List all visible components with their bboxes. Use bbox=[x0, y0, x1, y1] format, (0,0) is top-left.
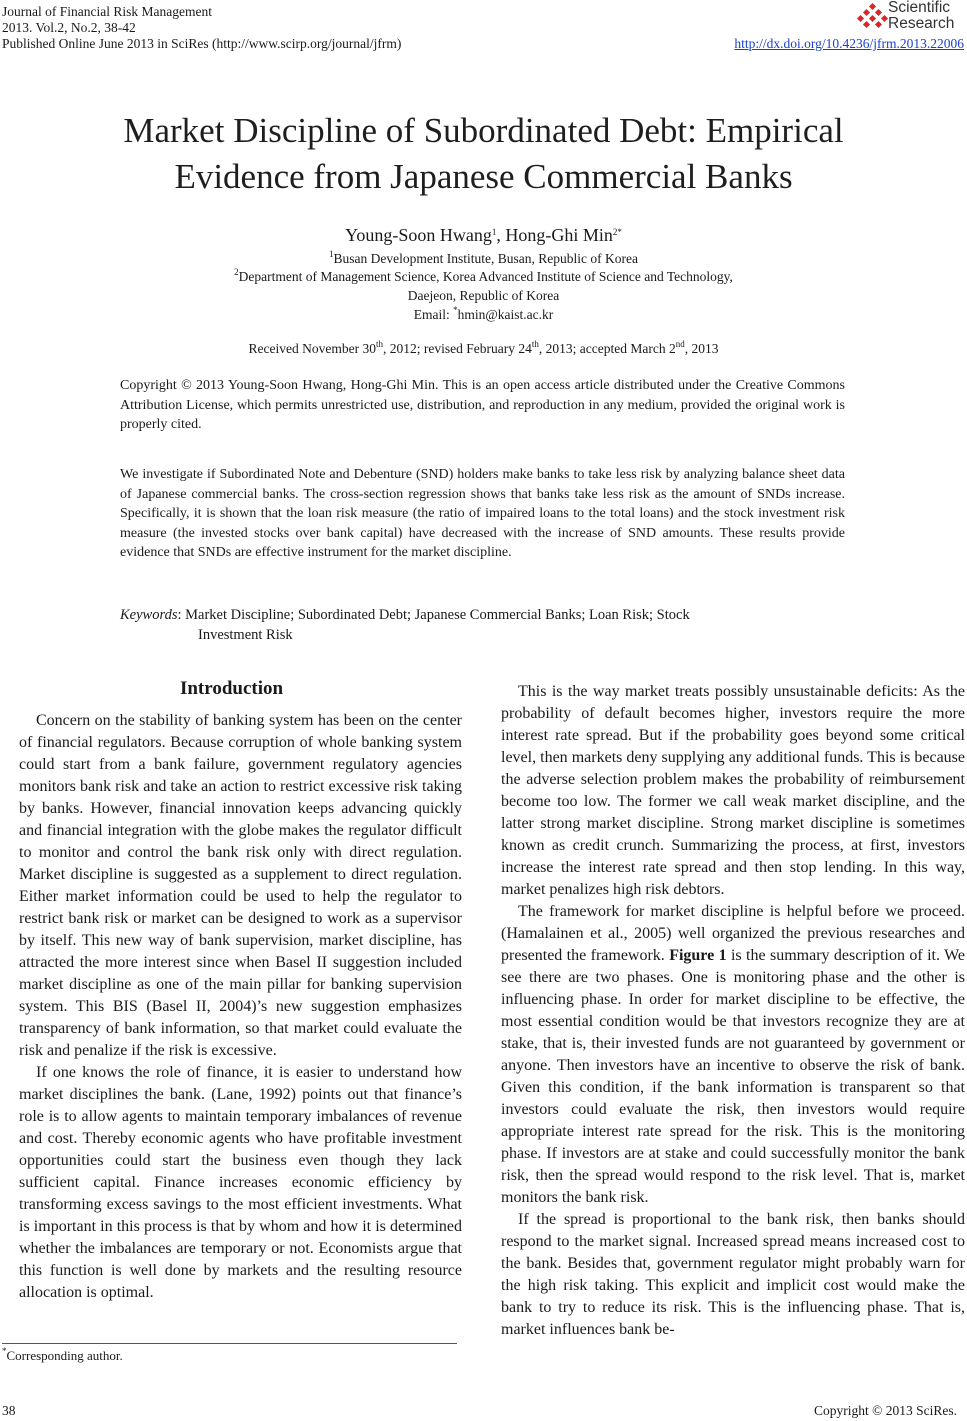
received-sup-2: th bbox=[531, 339, 539, 349]
left-column bbox=[19, 710, 462, 1304]
received-dates bbox=[0, 341, 967, 357]
keywords-label: Keywords bbox=[120, 607, 178, 623]
author-2: Hong-Ghi Min bbox=[505, 225, 613, 245]
author-list bbox=[0, 225, 967, 246]
keywords-line2: Investment Risk bbox=[198, 627, 293, 643]
email-address[interactable]: hmin@kaist.ac.kr bbox=[457, 307, 554, 322]
publication-info: Published Online June 2013 in SciRes (http://www.scirp.org/journal/jfrm) bbox=[2, 36, 402, 51]
logo-text-line1: Scientific bbox=[888, 0, 951, 16]
paragraph: If the spread is proportional to the bank risk, then banks should respond to the market signal. Increased spread means increased cost to the bank. Besides that, government regulator might probably warn for the high risk taking. This explicit and implicit cost would make the bank to try to reduce its risk. This is the influencing phase. That is, market influences bank be- bbox=[501, 1211, 965, 1338]
affiliation-2-sup: 2 bbox=[234, 267, 239, 277]
paragraph-text: is the summary description of it. We see there are two phases. One is monitoring phase and the other is influencing phase. In order for market discipline to be effective, the most essential condition would be that investors recognize they are at stake, that is, their invested funds are not guaranteed by government or anyone. Then investors have an incentive to observe the risk of bank. Given this condition, if the bank information is transparent so that investors could evaluate the risk, then investors would require appropriate interest rate spread for the risk. This is the monitoring phase. If investors are at stake and could successfully monitor the bank risk, then the spread would respond to the risk level. That is, market monitors the bank risk. bbox=[501, 947, 965, 1206]
figure-1-reference[interactable]: Figure 1 bbox=[669, 947, 727, 964]
email-label: Email: bbox=[413, 307, 454, 322]
received-text-3: , 2013; accepted March 2 bbox=[538, 341, 676, 356]
email-line bbox=[0, 305, 967, 324]
paragraph-text: The framework for market discipline is helpful before we proceed. (Hamalainen et al., 2005) well organized the previous researches and presented the framework. bbox=[501, 903, 965, 964]
footnote-sup: * bbox=[2, 1346, 7, 1356]
paragraph: Concern on the stability of banking system has been on the center of financial regulators. Because corruption of whole banking system could start from a bank failure, government regulatory agencies monitors bank risk and take an action to restrict excessive risk taking by banks. However, financial innovation keeps advancing quickly and financial integration with the globe makes the regulator difficult to monitor and control the bank risk only with direct regulation. Market discipline is suggested as a supplement to direct regulation. Either market information could be used to help the regulator to restrict bank risk or market can be designed to work as a supervisor by itself. This new way of bank supervision, market discipline, has attracted the more interest since when Basel II suggestion included market discipline as one of the main pillar for banking supervision system. This BIS (Basel II, 2004)’s new suggestion emphasizes transparency of bank information, so that market could evaluate the risk and penalize if the risk is excessive. bbox=[19, 712, 462, 1059]
received-sup-3: nd bbox=[675, 339, 685, 349]
footer-copyright: Copyright © 2013 SciRes. bbox=[813, 1403, 957, 1418]
journal-volume: 2013. Vol.2, No.2, 38-42 bbox=[2, 20, 136, 35]
paper-title bbox=[0, 108, 967, 200]
footnote-text: Corresponding author. bbox=[6, 1348, 123, 1363]
right-column bbox=[501, 681, 965, 1341]
copyright-notice: Copyright © 2013 Young-Soon Hwang, Hong-Ghi Min. This is an open access article distributed under the Creative Commons Attribution License, which permits unrestricted use, distribution, and reproduction in any medium, provided the original work is properly cited. bbox=[120, 378, 845, 432]
affiliation-2-text: Department of Management Science, Korea Advanced Institute of Science and Technology, bbox=[238, 269, 733, 284]
affiliation-1 bbox=[0, 249, 967, 268]
journal-name: Journal of Financial Risk Management bbox=[2, 4, 212, 19]
received-text-2: , 2012; revised February 24 bbox=[383, 341, 532, 356]
received-text-1: Received November 30 bbox=[248, 341, 376, 356]
affiliation-1-text: Busan Development Institute, Busan, Republic of Korea bbox=[333, 251, 638, 266]
logo-text bbox=[888, 0, 954, 32]
doi-link[interactable]: http://dx.doi.org/10.4236/jfrm.2013.22006 bbox=[734, 36, 964, 51]
scientific-research-logo bbox=[854, 0, 964, 34]
journal-header bbox=[2, 4, 401, 52]
footnote bbox=[2, 1348, 123, 1364]
author-separator: , bbox=[496, 225, 506, 245]
affiliation-2-continued: Daejeon, Republic of Korea bbox=[407, 288, 560, 303]
title-line2: Evidence from Japanese Commercial Banks bbox=[174, 157, 793, 196]
section-heading-introduction: Introduction bbox=[179, 678, 284, 699]
received-sup-1: th bbox=[376, 339, 384, 349]
page-number: 38 bbox=[2, 1403, 16, 1418]
received-text-4: , 2013 bbox=[684, 341, 719, 356]
abstract: We investigate if Subordinated Note and Debenture (SND) holders make banks to take less risk by analyzing balance sheet data of Japanese commercial banks. The cross-section regression shows that banks take less risk as the amount of SNDs increase. Specifically, it is shown that the loan risk measure (the ratio of impaired loans to the total loans) and the stock investment risk measure (the invested stocks over bank capital) have decreased with the increase of SND amounts. These results provide evidence that SNDs are effective instrument for the market discipline. bbox=[120, 467, 845, 560]
logo-text-line2: Research bbox=[888, 15, 955, 32]
keywords bbox=[120, 605, 845, 645]
keywords-line1: : Market Discipline; Subordinated Debt; Japanese Commercial Banks; Loan Risk; Stock bbox=[177, 607, 690, 623]
logo-dots-icon bbox=[856, 3, 890, 31]
footnote-divider bbox=[2, 1343, 457, 1344]
author-1-sup: 1 bbox=[491, 227, 497, 237]
email-sup: * bbox=[453, 305, 458, 315]
paragraph: If one knows the role of finance, it is easier to understand how market disciplines the bank. (Lane, 1992) points out that finance’s role is to allow agents to maintain temporary imbalances of revenue and cost. Thereby economic agents who have profitable investment opportunities could start the business even though they lack sufficient capital. Finance increases economic efficiency by transforming excess savings to the most efficient investments. What is important in this process is that by whom and how it is determined whether the imbalances are temporary or not. Economists argue that this function is well done by markets and the resulting resource allocation is optimal. bbox=[19, 1064, 462, 1301]
title-line1: Market Discipline of Subordinated Debt: Empirical bbox=[123, 111, 844, 150]
author-1: Young-Soon Hwang bbox=[345, 225, 492, 245]
author-2-sup: 2* bbox=[612, 227, 622, 237]
paragraph: This is the way market treats possibly unsustainable deficits: As the probability of default becomes higher, investors require the more interest rate spread. But if the probability goes beyond some critical level, then markets deny supplying any additional funds. This is because the adverse selection problem makes the probability of reimbursement become too low. The former we call weak market discipline, and the latter strong market discipline. Strong market discipline is sometimes known as credit crunch. Summarizing the process, at first, investors increase the interest rate spread and then stop lending. In this way, market penalizes high risk debtors. bbox=[501, 683, 965, 898]
affiliation-2 bbox=[0, 267, 967, 286]
paragraph-figure-ref bbox=[501, 901, 965, 1209]
affiliation-1-sup: 1 bbox=[329, 249, 334, 259]
